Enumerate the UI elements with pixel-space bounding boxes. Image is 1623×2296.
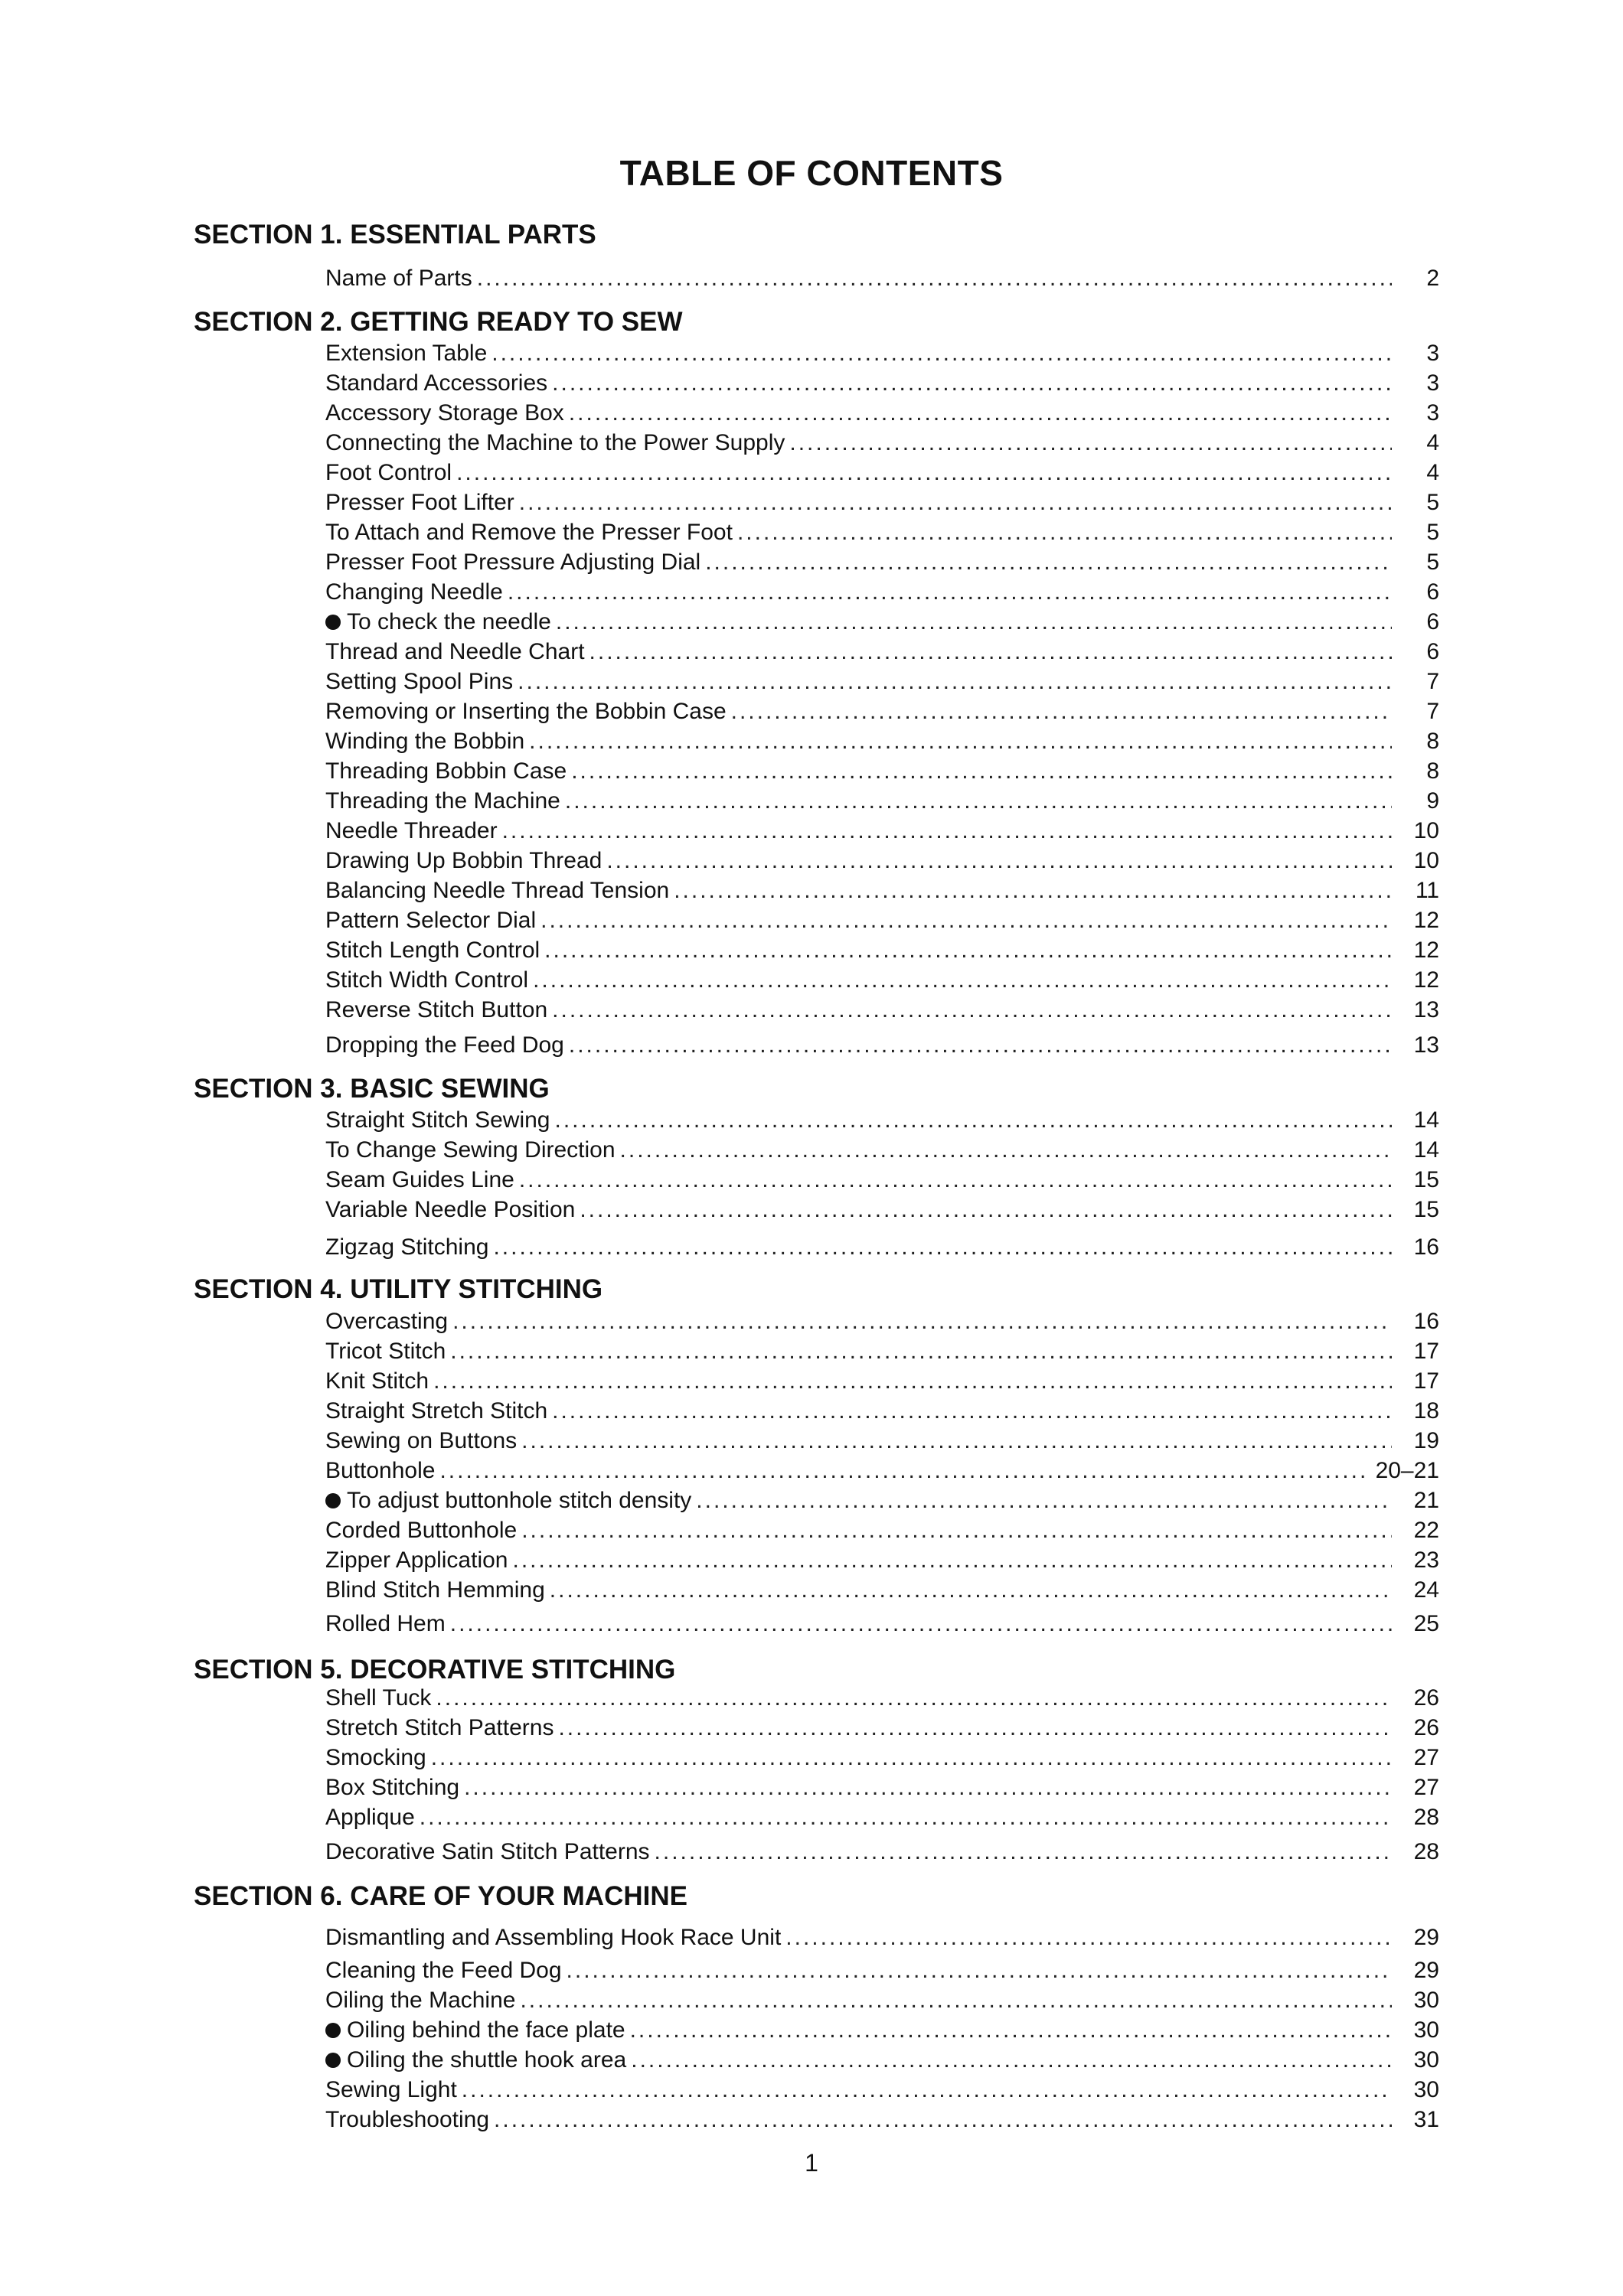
section-heading: SECTION 6. CARE OF YOUR MACHINE — [194, 1881, 687, 1911]
toc-entry-label: Cleaning the Feed Dog — [325, 1958, 562, 1983]
toc-entry — [325, 816, 1439, 846]
toc-entry — [325, 876, 1439, 905]
dot-leader — [569, 1030, 1392, 1060]
toc-entry-page: 5 — [1426, 490, 1439, 515]
toc-entry-label: Shell Tuck — [325, 1685, 432, 1711]
toc-entry-label: Needle Threader — [325, 818, 498, 843]
toc-entry-page: 21 — [1413, 1488, 1439, 1513]
toc-entry-page: 8 — [1426, 758, 1439, 784]
toc-entry-label: Box Stitching — [325, 1775, 460, 1800]
toc-entry-label: Overcasting — [325, 1309, 449, 1334]
toc-entry-page: 4 — [1426, 460, 1439, 485]
toc-entry — [325, 1105, 1439, 1135]
dot-leader — [529, 726, 1392, 756]
toc-entry-page: 24 — [1413, 1577, 1439, 1603]
toc-entry-label: Straight Stitch Sewing — [325, 1107, 550, 1133]
toc-entry-label: Knit Stitch — [325, 1368, 429, 1394]
toc-entry — [325, 1030, 1439, 1060]
toc-entry-page: 30 — [1413, 2047, 1439, 2073]
toc-entry-page: 26 — [1413, 1685, 1439, 1711]
dot-leader — [493, 1232, 1392, 1262]
toc-entry-label: Applique — [325, 1805, 415, 1830]
dot-leader — [705, 547, 1392, 577]
dot-leader — [630, 2015, 1392, 2045]
dot-leader — [567, 1955, 1392, 1985]
toc-entry-page: 30 — [1413, 1988, 1439, 2013]
toc-entry — [325, 368, 1439, 398]
toc-entry — [325, 2045, 1439, 2075]
toc-entry-label: Oiling the Machine — [325, 1988, 516, 2013]
toc-entry-label: Pattern Selector Dial — [325, 908, 537, 933]
toc-entry-page: 30 — [1413, 2077, 1439, 2102]
toc-entry-label: Troubleshooting — [325, 2107, 490, 2132]
toc-entry — [325, 428, 1439, 458]
dot-leader — [785, 1923, 1392, 1952]
toc-entry-page: 16 — [1413, 1309, 1439, 1334]
bullet-icon — [325, 1493, 341, 1508]
dot-leader — [571, 756, 1392, 786]
dot-leader — [456, 458, 1392, 488]
toc-entry-page: 4 — [1426, 430, 1439, 455]
toc-entry-page: 7 — [1426, 699, 1439, 724]
toc-entry-label: Seam Guides Line — [325, 1167, 514, 1192]
toc-entry — [325, 1426, 1439, 1456]
dot-leader — [552, 368, 1392, 398]
dot-leader — [494, 2105, 1392, 2135]
toc-entry — [325, 2075, 1439, 2105]
toc-entry-label: Balancing Needle Thread Tension — [325, 878, 670, 903]
toc-entry-label: Rolled Hem — [325, 1611, 446, 1636]
toc-entry-label: Reverse Stitch Button — [325, 997, 548, 1022]
toc-entry-label: Straight Stretch Stitch — [325, 1398, 548, 1424]
toc-entry — [325, 1683, 1439, 1713]
page-number: 1 — [805, 2149, 818, 2177]
dot-leader — [620, 1135, 1392, 1165]
toc-entry-label: To Change Sewing Direction — [325, 1137, 616, 1163]
dot-leader — [552, 1396, 1392, 1426]
dot-leader — [540, 905, 1392, 935]
toc-entry-page: 5 — [1426, 520, 1439, 545]
toc-entry-page: 9 — [1426, 788, 1439, 814]
toc-entry — [325, 1923, 1439, 1952]
toc-entry-page: 27 — [1413, 1745, 1439, 1770]
toc-entry-label: Smocking — [325, 1745, 426, 1770]
toc-entry-page: 11 — [1415, 878, 1439, 903]
toc-entry-page: 28 — [1413, 1839, 1439, 1864]
toc-entry-label: Threading Bobbin Case — [325, 758, 567, 784]
dot-leader — [512, 1545, 1392, 1575]
dot-leader — [674, 876, 1392, 905]
toc-entry-label: Foot Control — [325, 460, 452, 485]
toc-entry — [325, 1609, 1439, 1639]
toc-entry — [325, 726, 1439, 756]
toc-entry-label: Decorative Satin Stitch Patterns — [325, 1839, 650, 1864]
toc-entry-label: To check the needle — [347, 609, 551, 634]
toc-entry-label: Winding the Bobbin — [325, 729, 525, 754]
toc-entry-label: Oiling the shuttle hook area — [347, 2047, 627, 2073]
dot-leader — [520, 1985, 1392, 2015]
toc-entry — [325, 1396, 1439, 1426]
dot-leader — [518, 667, 1392, 696]
toc-entry-page: 14 — [1413, 1137, 1439, 1163]
toc-entry-page: 3 — [1426, 341, 1439, 366]
dot-leader — [477, 263, 1392, 293]
toc-entry-page: 27 — [1413, 1775, 1439, 1800]
toc-entry — [325, 488, 1439, 517]
toc-entry-page: 13 — [1413, 1032, 1439, 1058]
toc-entry — [325, 696, 1439, 726]
toc-entry — [325, 1195, 1439, 1225]
section-heading: SECTION 4. UTILITY STITCHING — [194, 1274, 603, 1304]
toc-entry — [325, 1232, 1439, 1262]
dot-leader — [550, 1575, 1392, 1605]
dot-leader — [450, 1336, 1392, 1366]
dot-leader — [655, 1837, 1392, 1867]
toc-entry-page: 30 — [1413, 2017, 1439, 2043]
toc-entry-page: 23 — [1413, 1548, 1439, 1573]
toc-entry-page: 15 — [1413, 1197, 1439, 1222]
toc-entry — [325, 995, 1439, 1025]
dot-leader — [420, 1802, 1392, 1832]
toc-entry — [325, 1336, 1439, 1366]
toc-entry-page: 6 — [1426, 609, 1439, 634]
toc-entry-label: Stitch Width Control — [325, 967, 529, 993]
toc-entry-page: 29 — [1413, 1925, 1439, 1950]
dot-leader — [631, 2045, 1392, 2075]
toc-entry-label: Blind Stitch Hemming — [325, 1577, 545, 1603]
toc-entry-page: 17 — [1413, 1368, 1439, 1394]
toc-entry — [325, 1802, 1439, 1832]
toc-entry-label: Sewing on Buttons — [325, 1428, 518, 1453]
toc-entry — [325, 1743, 1439, 1773]
toc-entry-label: Accessory Storage Box — [325, 400, 564, 426]
toc-entry — [325, 1456, 1439, 1486]
toc-entry-page: 20–21 — [1375, 1458, 1439, 1483]
toc-entry-page: 7 — [1426, 669, 1439, 694]
toc-entry — [325, 965, 1439, 995]
toc-entry-label: Dismantling and Assembling Hook Race Unit — [325, 1925, 782, 1950]
toc-entry-label: Presser Foot Lifter — [325, 490, 514, 515]
toc-entry-page: 17 — [1413, 1339, 1439, 1364]
toc-entry-label: Presser Foot Pressure Adjusting Dial — [325, 550, 701, 575]
toc-entry-page: 14 — [1413, 1107, 1439, 1133]
dot-leader — [606, 846, 1392, 876]
toc-entry — [325, 1575, 1439, 1605]
toc-entry-page: 12 — [1413, 908, 1439, 933]
toc-entry-page: 3 — [1426, 370, 1439, 396]
toc-entry-label: To adjust buttonhole stitch density — [347, 1488, 692, 1513]
toc-entry — [325, 263, 1439, 293]
dot-leader — [544, 935, 1392, 965]
dot-leader — [569, 398, 1392, 428]
dot-leader — [554, 1105, 1392, 1135]
toc-entry — [325, 905, 1439, 935]
toc-entry-page: 16 — [1413, 1234, 1439, 1260]
dot-leader — [565, 786, 1392, 816]
dot-leader — [462, 2075, 1392, 2105]
toc-entry-label: Buttonhole — [325, 1458, 436, 1483]
dot-leader — [580, 1195, 1392, 1225]
toc-entry — [325, 1545, 1439, 1575]
toc-entry-label: Dropping the Feed Dog — [325, 1032, 564, 1058]
dot-leader — [521, 1426, 1392, 1456]
dot-leader — [789, 428, 1392, 458]
dot-leader — [502, 816, 1392, 846]
bullet-icon — [325, 615, 341, 630]
toc-entry-label: To Attach and Remove the Presser Foot — [325, 520, 733, 545]
dot-leader — [436, 1683, 1392, 1713]
section-heading: SECTION 3. BASIC SEWING — [194, 1074, 550, 1104]
toc-entry-label: Standard Accessories — [325, 370, 548, 396]
toc-entry-label: Connecting the Machine to the Power Supply — [325, 430, 785, 455]
toc-entry-label: Drawing Up Bobbin Thread — [325, 848, 603, 873]
dot-leader — [737, 517, 1392, 547]
toc-entry-label: Tricot Stitch — [325, 1339, 446, 1364]
toc-entry — [325, 547, 1439, 577]
toc-entry-page: 2 — [1426, 266, 1439, 291]
toc-entry — [325, 1486, 1439, 1515]
toc-entry-page: 10 — [1413, 818, 1439, 843]
toc-entry-label: Zipper Application — [325, 1548, 508, 1573]
toc-entry-page: 12 — [1413, 938, 1439, 963]
toc-entry-label: Variable Needle Position — [325, 1197, 576, 1222]
toc-entry-label: Setting Spool Pins — [325, 669, 514, 694]
dot-leader — [521, 1515, 1392, 1545]
dot-leader — [433, 1366, 1392, 1396]
dot-leader — [450, 1609, 1392, 1639]
section-heading: SECTION 2. GETTING READY TO SEW — [194, 307, 683, 337]
toc-entry-label: Name of Parts — [325, 266, 472, 291]
dot-leader — [552, 995, 1392, 1025]
dot-leader — [491, 338, 1392, 368]
toc-entry-label: Threading the Machine — [325, 788, 560, 814]
toc-entry-label: Sewing Light — [325, 2077, 457, 2102]
dot-leader — [731, 696, 1392, 726]
dot-leader — [452, 1306, 1392, 1336]
toc-entry-label: Changing Needle — [325, 579, 503, 605]
dot-leader — [519, 488, 1392, 517]
toc-entry-page: 29 — [1413, 1958, 1439, 1983]
toc-entry — [325, 637, 1439, 667]
toc-entry-page: 5 — [1426, 550, 1439, 575]
dot-leader — [589, 637, 1392, 667]
toc-entry-label: Thread and Needle Chart — [325, 639, 585, 664]
toc-entry — [325, 1985, 1439, 2015]
dot-leader — [696, 1486, 1392, 1515]
toc-entry-page: 26 — [1413, 1715, 1439, 1740]
bullet-icon — [325, 2023, 341, 2038]
toc-entry — [325, 398, 1439, 428]
section-heading: SECTION 1. ESSENTIAL PARTS — [194, 220, 596, 249]
toc-entry — [325, 756, 1439, 786]
toc-entry-page: 31 — [1413, 2107, 1439, 2132]
toc-entry — [325, 607, 1439, 637]
toc-entry — [325, 786, 1439, 816]
toc-entry-page: 25 — [1413, 1611, 1439, 1636]
toc-entry — [325, 1713, 1439, 1743]
toc-entry — [325, 846, 1439, 876]
toc-entry-page: 12 — [1413, 967, 1439, 993]
toc-entry — [325, 338, 1439, 368]
toc-entry — [325, 935, 1439, 965]
dot-leader — [519, 1165, 1392, 1195]
dot-leader — [464, 1773, 1392, 1802]
bullet-icon — [325, 2053, 341, 2068]
toc-entry-label: Oiling behind the face plate — [347, 2017, 625, 2043]
toc-entry — [325, 1366, 1439, 1396]
dot-leader — [508, 577, 1392, 607]
dot-leader — [439, 1456, 1366, 1486]
toc-entry — [325, 577, 1439, 607]
toc-entry — [325, 2105, 1439, 2135]
toc-entry-label: Extension Table — [325, 341, 488, 366]
section-heading: SECTION 5. DECORATIVE STITCHING — [194, 1655, 676, 1684]
toc-entry-page: 18 — [1413, 1398, 1439, 1424]
toc-entry-page: 22 — [1413, 1518, 1439, 1543]
toc-entry — [325, 458, 1439, 488]
page-title: TABLE OF CONTENTS — [619, 153, 1004, 193]
toc-entry-page: 6 — [1426, 639, 1439, 664]
toc-entry — [325, 2015, 1439, 2045]
toc-entry-label: Stitch Length Control — [325, 938, 540, 963]
toc-entry-page: 15 — [1413, 1167, 1439, 1192]
toc-entry-label: Removing or Inserting the Bobbin Case — [325, 699, 727, 724]
dot-leader — [558, 1713, 1392, 1743]
toc-entry — [325, 1306, 1439, 1336]
toc-entry-page: 28 — [1413, 1805, 1439, 1830]
toc-entry — [325, 1837, 1439, 1867]
toc-entry-page: 10 — [1413, 848, 1439, 873]
toc-entry — [325, 1955, 1439, 1985]
toc-entry-page: 3 — [1426, 400, 1439, 426]
toc-entry — [325, 667, 1439, 696]
toc-entry — [325, 1135, 1439, 1165]
toc-entry-page: 8 — [1426, 729, 1439, 754]
dot-leader — [556, 607, 1392, 637]
toc-entry — [325, 517, 1439, 547]
toc-entry-label: Zigzag Stitching — [325, 1234, 489, 1260]
dot-leader — [431, 1743, 1392, 1773]
toc-entry-page: 6 — [1426, 579, 1439, 605]
toc-entry — [325, 1773, 1439, 1802]
toc-entry-page: 19 — [1413, 1428, 1439, 1453]
toc-entry-label: Stretch Stitch Patterns — [325, 1715, 554, 1740]
toc-entry-label: Corded Buttonhole — [325, 1518, 518, 1543]
toc-entry — [325, 1165, 1439, 1195]
toc-entry-page: 13 — [1413, 997, 1439, 1022]
dot-leader — [533, 965, 1392, 995]
toc-entry — [325, 1515, 1439, 1545]
